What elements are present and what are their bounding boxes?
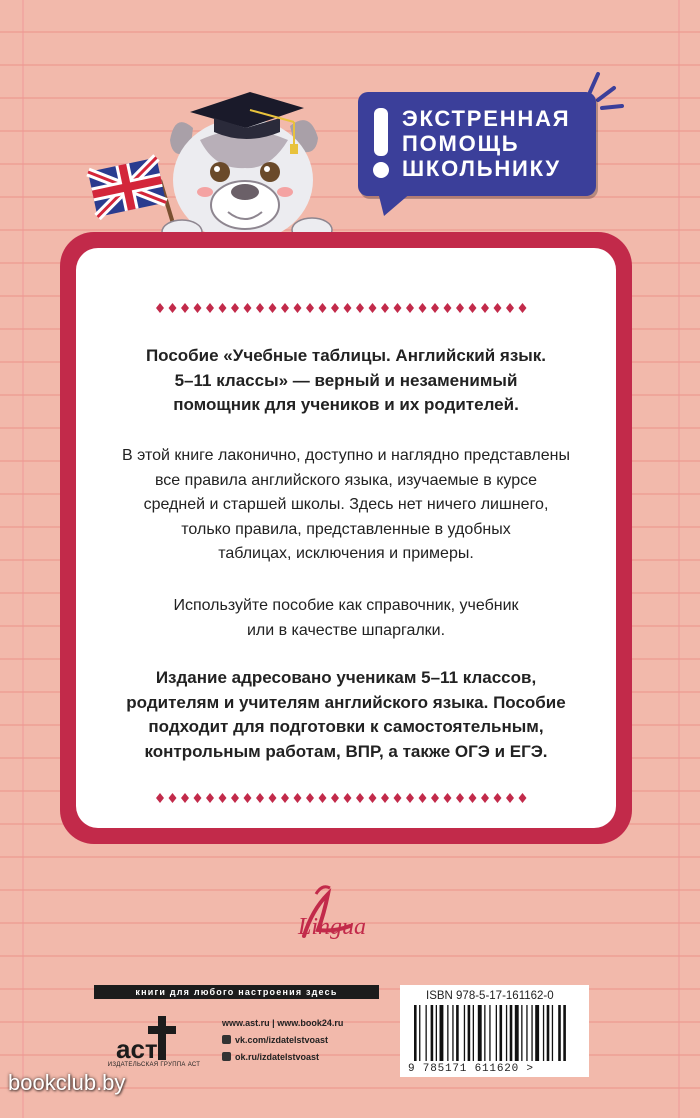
barcode-bar: [531, 1005, 532, 1061]
barcode-bar: [489, 1005, 490, 1061]
intro-line-3: помощник для учеников и их родителей.: [173, 395, 519, 414]
divider-diamond: [169, 793, 177, 803]
watermark: bookclub.by: [8, 1070, 126, 1095]
divider-diamond: [506, 793, 514, 803]
barcode-bar: [447, 1005, 448, 1061]
divider-diamond: [256, 793, 264, 803]
desc-line-3: средней и старшей школы. Здесь нет ничего лишнего,: [143, 496, 549, 513]
desc-line-4: только правила, представленные в удобных: [181, 520, 511, 538]
divider-diamond: [356, 793, 364, 803]
barcode-bar: [440, 1005, 444, 1061]
barcode-bar: [543, 1005, 544, 1061]
divider-diamond: [156, 793, 164, 803]
divider-diamond: [519, 303, 527, 313]
divider-diamond: [269, 303, 277, 313]
barcode-bar: [426, 1005, 427, 1061]
divider-diamond: [369, 793, 377, 803]
exclamation-icon: [370, 108, 392, 180]
intro-line-1: Пособие «Учебные таблицы. Английский язык.: [145, 346, 547, 365]
divider-diamond: [431, 793, 439, 803]
divider-diamond: [419, 793, 427, 803]
description-paragraph: [96, 444, 596, 567]
barcode-bar: [452, 1005, 453, 1061]
lingua-logo-text: Lingua: [298, 914, 367, 940]
slogan-strip: книги для любого настроения здесь: [94, 985, 379, 999]
barcode-bar: [510, 1005, 513, 1061]
divider-diamond: [256, 303, 264, 313]
badge-tail: [378, 192, 412, 216]
site-links[interactable]: www.ast.ru | www.book24.ru: [222, 1017, 344, 1028]
divider-diamond: [319, 793, 327, 803]
desc-line-2: все правила английского языка, изучаемые в курсе: [154, 471, 538, 489]
divider-diamond: [219, 793, 227, 803]
divider-diamond: [469, 793, 477, 803]
divider-diamond: [431, 303, 439, 313]
ok-link[interactable]: ok.ru/izdatelstvoast: [235, 1051, 320, 1062]
divider-diamond: [219, 303, 227, 313]
isbn-block: [400, 985, 589, 1077]
divider-diamond: [244, 303, 252, 313]
divider-diamond: [306, 793, 314, 803]
intro-line-2: 5–11 классы» — верный и незаменимый: [174, 370, 518, 390]
divider-diamond: [381, 793, 389, 803]
divider-diamond: [456, 303, 464, 313]
dotted-divider-top: [76, 302, 616, 314]
divider-diamond: [494, 303, 502, 313]
divider-diamond: [519, 793, 527, 803]
usage-line-1: Используйте пособие как справочник, учебник: [173, 597, 519, 614]
divider-diamond: [419, 303, 427, 313]
divider-diamond: [294, 303, 302, 313]
ok-icon: [222, 1052, 231, 1061]
divider-diamond: [281, 303, 289, 313]
barcode-bar: [506, 1005, 507, 1061]
barcode-bar: [484, 1005, 485, 1061]
divider-diamond: [456, 793, 464, 803]
barcode-bar: [468, 1005, 471, 1061]
uk-flag-icon: [88, 157, 166, 217]
desc-line-1: В этой книге лаконично, доступно и наглядно представлены: [122, 447, 570, 464]
divider-diamond: [481, 793, 489, 803]
audience-line-3: подходит для подготовки к самостоятельным,: [148, 717, 544, 736]
divider-diamond: [381, 303, 389, 313]
divider-diamond: [156, 303, 164, 313]
barcode-bar: [436, 1005, 437, 1061]
barcode-bar: [419, 1005, 420, 1061]
divider-diamond: [181, 303, 189, 313]
lingua-logo: [294, 880, 404, 946]
divider-diamond: [406, 793, 414, 803]
barcode-bar: [456, 1005, 459, 1061]
vk-link[interactable]: vk.com/izdatelstvoast: [235, 1034, 329, 1045]
audience-line-2: родителям и учителям английского языка. Пособие: [126, 692, 566, 712]
divider-diamond: [331, 303, 339, 313]
description-card-inner: [76, 248, 616, 828]
barcode-bar: [547, 1005, 550, 1061]
divider-diamond: [231, 303, 239, 313]
divider-diamond: [206, 793, 214, 803]
divider-diamond: [481, 303, 489, 313]
isbn-label: ISBN 978-5-17-161162-0: [426, 990, 554, 1002]
barcode-bar: [515, 1005, 519, 1061]
badge-line-2: ПОМОЩЬ: [402, 131, 520, 156]
barcode-bar: [500, 1005, 503, 1061]
divider-diamond: [319, 303, 327, 313]
divider-diamond: [306, 303, 314, 313]
divider-diamond: [294, 793, 302, 803]
divider-diamond: [356, 303, 364, 313]
usage-paragraph: [96, 594, 596, 643]
divider-diamond: [444, 303, 452, 313]
barcode-bar: [526, 1005, 527, 1061]
barcode-bar: [558, 1005, 561, 1061]
divider-diamond: [269, 793, 277, 803]
divider-diamond: [406, 303, 414, 313]
badge-line-3: ШКОЛЬНИКУ: [402, 156, 561, 181]
divider-diamond: [281, 793, 289, 803]
divider-diamond: [206, 303, 214, 313]
barcode-bar: [521, 1005, 522, 1061]
divider-diamond: [194, 303, 202, 313]
divider-diamond: [444, 793, 452, 803]
divider-diamond: [181, 793, 189, 803]
dog-nose: [231, 184, 259, 200]
barcode-bar: [535, 1005, 539, 1061]
divider-diamond: [331, 793, 339, 803]
emergency-help-badge: [358, 92, 596, 196]
divider-diamond: [394, 793, 402, 803]
barcode-bar: [478, 1005, 482, 1061]
barcode-digits: 9 785171 611620 >: [408, 1063, 534, 1075]
intro-paragraph: [96, 344, 596, 418]
divider-diamond: [244, 793, 252, 803]
divider-diamond: [394, 303, 402, 313]
barcode-bar: [563, 1005, 566, 1061]
divider-diamond: [231, 793, 239, 803]
divider-diamond: [369, 303, 377, 313]
divider-diamond: [469, 303, 477, 313]
divider-diamond: [194, 793, 202, 803]
usage-line-2: или в качестве шпаргалки.: [246, 621, 446, 639]
divider-diamond: [344, 793, 352, 803]
barcode-bar: [496, 1005, 497, 1061]
barcode-bar: [431, 1005, 434, 1061]
description-card: [60, 232, 632, 844]
barcode-bar: [552, 1005, 553, 1061]
barcode-bar: [414, 1005, 417, 1061]
audience-line-1: Издание адресовано ученикам 5–11 классов,: [155, 668, 537, 687]
divider-diamond: [494, 793, 502, 803]
graduation-cap-icon: [190, 92, 304, 128]
dotted-divider-bottom: [76, 792, 616, 804]
badge-line-1: ЭКСТРЕННАЯ: [402, 106, 571, 131]
barcode: [410, 1005, 580, 1061]
divider-diamond: [169, 303, 177, 313]
publisher-name: ИЗДАТЕЛЬСКАЯ ГРУППА АСТ: [107, 1062, 201, 1068]
desc-line-5: таблицах, исключения и примеры.: [218, 545, 474, 562]
dog-eye-right: [260, 162, 280, 182]
audience-line-4: контрольным работам, ВПР, а также ОГЭ и ЕГЭ.: [144, 741, 548, 761]
barcode-bar: [464, 1005, 465, 1061]
barcode-bar: [473, 1005, 474, 1061]
audience-paragraph: [96, 666, 596, 764]
ast-logo-text: аст: [116, 1034, 158, 1064]
vk-icon: [222, 1035, 231, 1044]
divider-diamond: [344, 303, 352, 313]
divider-diamond: [506, 303, 514, 313]
dog-eye-left: [210, 162, 230, 182]
publisher-links: [222, 1014, 392, 1065]
